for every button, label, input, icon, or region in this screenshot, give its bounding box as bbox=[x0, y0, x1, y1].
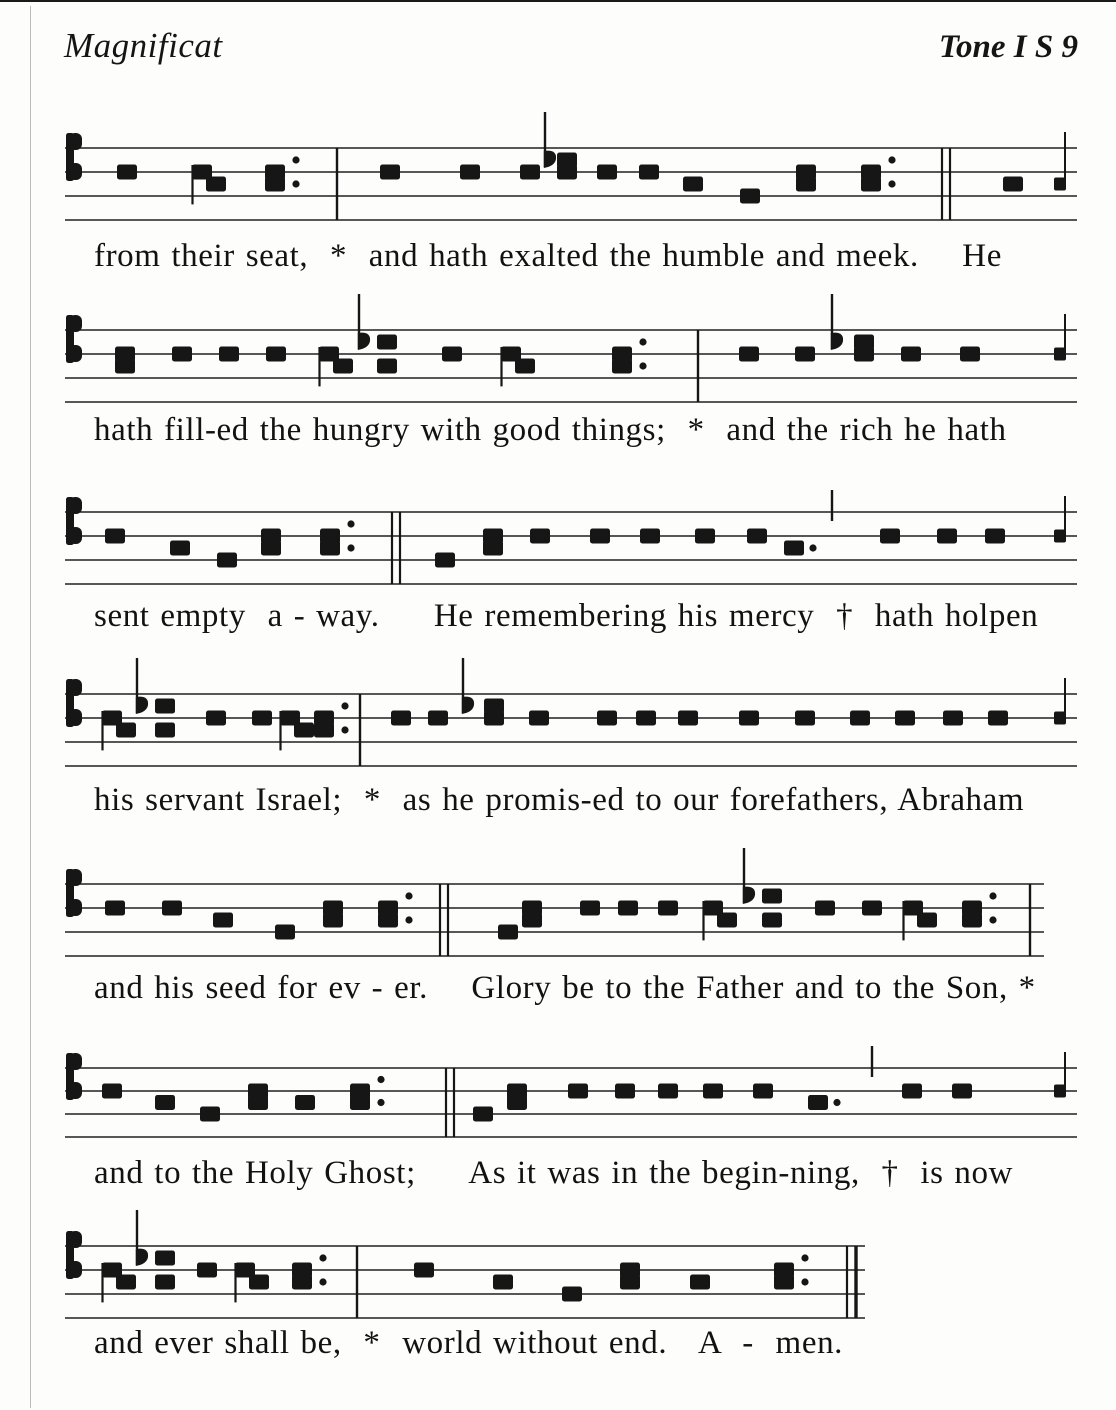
staff-system-7 bbox=[65, 1210, 865, 1318]
lyric-line-7: and ever shall be, * world without end. A - men. bbox=[94, 1325, 844, 1361]
piece-title: Magnificat bbox=[64, 26, 223, 65]
staff-system-2 bbox=[65, 294, 1077, 402]
staff-system-1 bbox=[65, 112, 1077, 220]
lyric-line-4: his servant Israel; * as he promis-ed to our forefathers, Abraham bbox=[94, 782, 1025, 818]
lyric-line-3: sent empty a - way. He remembering his mercy † hath holpen bbox=[94, 598, 1039, 634]
staff-system-6 bbox=[65, 1046, 1077, 1137]
lyric-line-1: from their seat, * and hath exalted the humble and meek. He bbox=[94, 238, 1002, 274]
staff-system-5 bbox=[65, 848, 1044, 956]
tone-label: Tone I S 9 bbox=[938, 29, 1078, 65]
lyric-line-5: and his seed for ev - er. Glory be to the Father and to the Son, * bbox=[94, 970, 1036, 1006]
lyric-line-2: hath fill-ed the hungry with good things; * and the rich he hath bbox=[94, 412, 1007, 448]
staff-system-3 bbox=[65, 490, 1077, 584]
staff-system-4 bbox=[65, 658, 1077, 766]
lyric-line-6: and to the Holy Ghost; As it was in the begin-ning, † is now bbox=[94, 1155, 1014, 1191]
